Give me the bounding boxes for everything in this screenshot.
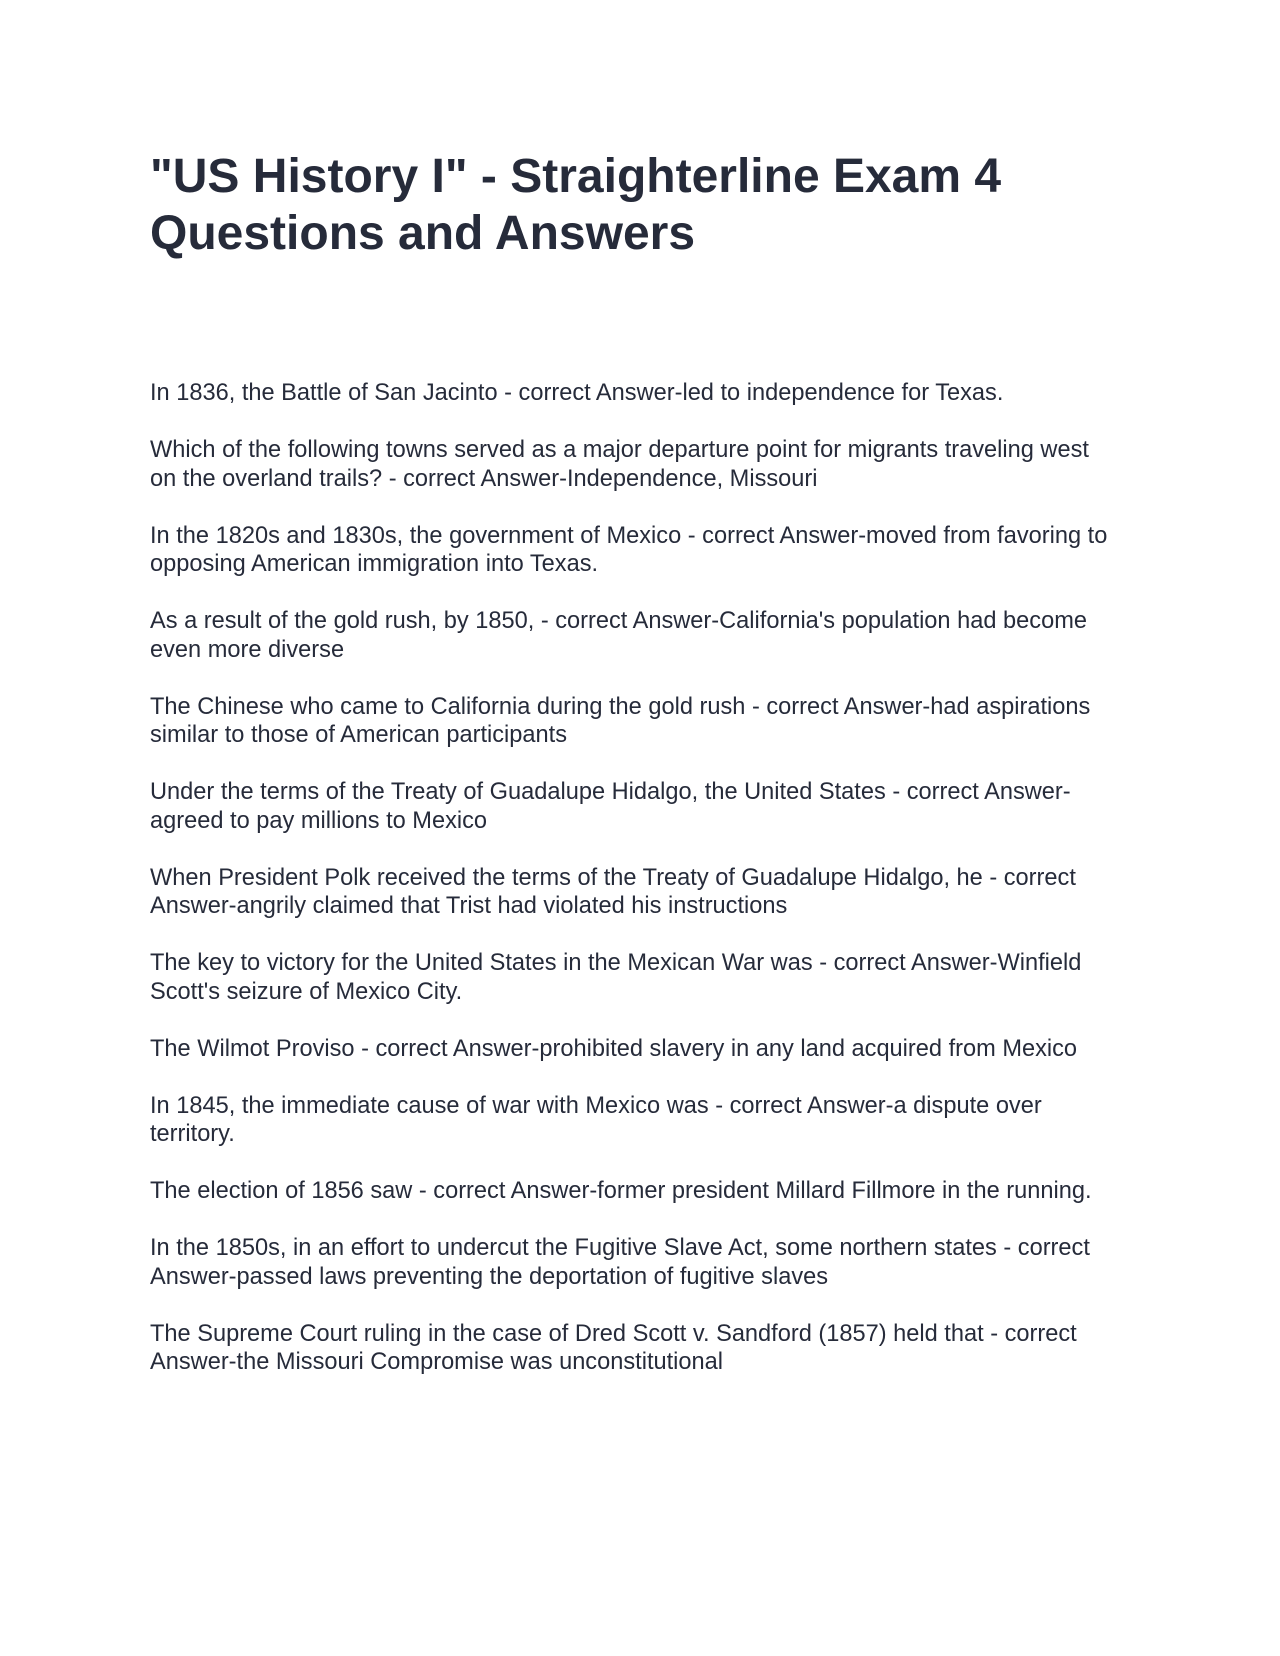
qa-item: The Supreme Court ruling in the case of Dred Scott v. Sandford (1857) held that - correct Answer-the Missouri Compromise was unconstitutional — [150, 1320, 1077, 1375]
qa-item: When President Polk received the terms of the Treaty of Guadalupe Hidalgo, he - correct Answer-angrily claimed that Trist had violated his instructions — [150, 864, 1076, 919]
qa-item: In 1845, the immediate cause of war with Mexico was - correct Answer-a dispute over territory. — [150, 1092, 1042, 1147]
document-title: "US History I" - Straighterline Exam 4 Questions and Answers — [150, 150, 1002, 260]
qa-item: The key to victory for the United States in the Mexican War was - correct Answer-Winfield Scott's seizure of Mexico City. — [150, 950, 1082, 1005]
qa-item: As a result of the gold rush, by 1850, - correct Answer-California's population had become even more diverse — [150, 608, 1087, 663]
qa-item: In the 1820s and 1830s, the government of Mexico - correct Answer-moved from favoring to opposing American immigration into Texas. — [150, 522, 1108, 577]
qa-item: In the 1850s, in an effort to undercut the Fugitive Slave Act, some northern states - correct Answer-passed laws preventing the deportation of fugitive slaves — [150, 1235, 1090, 1290]
qa-item: The Chinese who came to California during the gold rush - correct Answer-had aspirations similar to those of American participants — [150, 693, 1091, 748]
qa-item: Under the terms of the Treaty of Guadalupe Hidalgo, the United States - correct Answer-agreed to pay millions to Mexico — [150, 779, 1071, 834]
qa-item: The Wilmot Proviso - correct Answer-prohibited slavery in any land acquired from Mexico — [150, 1035, 1078, 1062]
qa-item: The election of 1856 saw - correct Answer-former president Millard Fillmore in the running. — [150, 1178, 1092, 1204]
qa-item: In 1836, the Battle of San Jacinto - correct Answer-led to independence for Texas. — [150, 380, 1004, 406]
qa-list — [150, 379, 1115, 1405]
qa-item: Which of the following towns served as a major departure point for migrants traveling west on the overland trails? - correct Answer-Independence, Missouri — [150, 437, 1089, 492]
